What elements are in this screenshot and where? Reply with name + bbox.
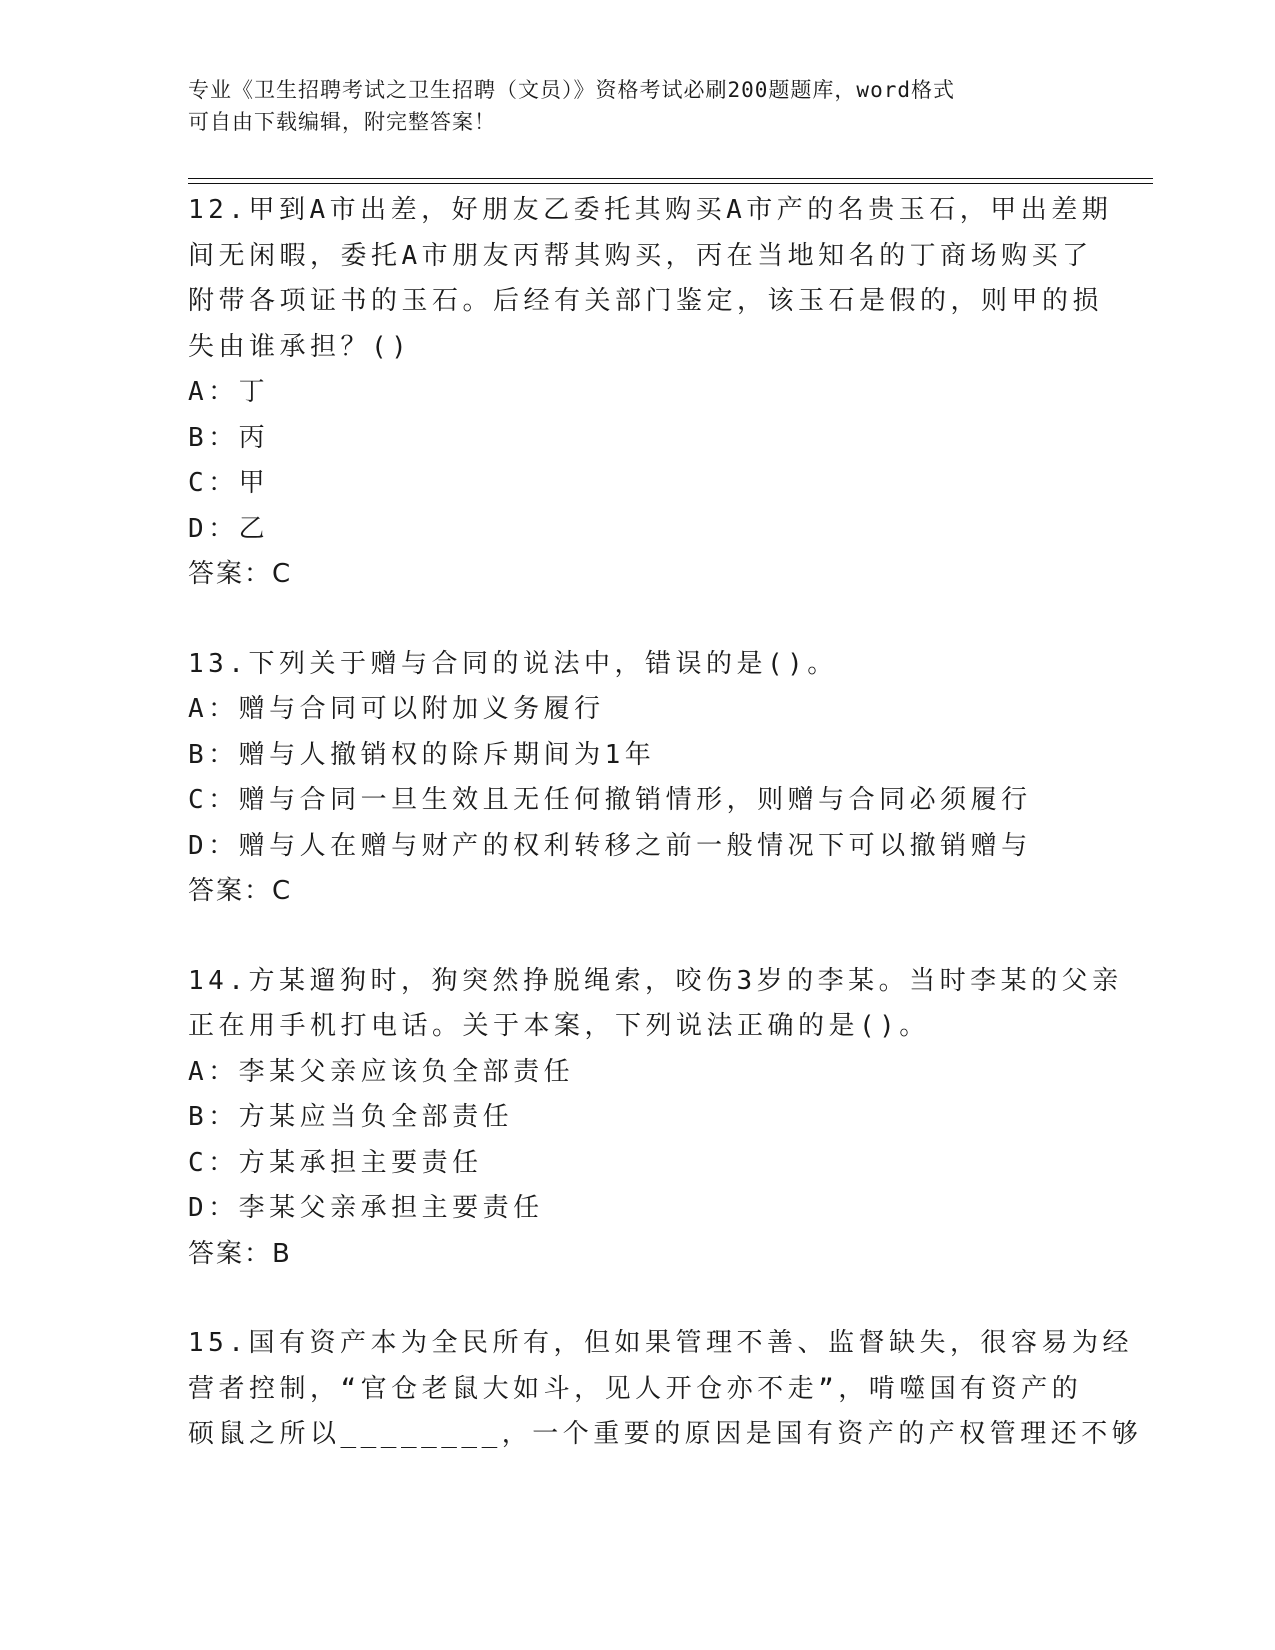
answer: 答案：B: [188, 1238, 292, 1269]
question-line: 间无闲暇，委托A市朋友丙帮其购买，丙在当地知名的丁商场购买了: [188, 240, 1093, 271]
option-a: A：丁: [188, 377, 270, 407]
question-text: [188, 188, 1113, 370]
question-line: 附带各项证书的玉石。后经有关部门鉴定，该玉石是假的，则甲的损: [188, 286, 1104, 316]
spacer: [188, 1277, 1108, 1321]
question-list: [188, 188, 1143, 1458]
option-c: C：方某承担主要责任: [188, 1147, 483, 1178]
option-d: D：赠与人在赠与财产的权利转移之前一般情况下可以撤销赠与: [188, 830, 1032, 861]
option-d: D：李某父亲承担主要责任: [188, 1193, 544, 1223]
header-divider: [188, 178, 1153, 179]
question-item: [188, 188, 1113, 598]
header-line: 可自由下载编辑，附完整答案！: [188, 110, 496, 134]
question-text: [188, 1321, 1143, 1458]
option-a: A：赠与合同可以附加义务履行: [188, 694, 605, 724]
question-item: [188, 642, 1108, 915]
question-line: 13.下列关于赠与合同的说法中，错误的是()。: [188, 648, 838, 679]
option-d: D：乙: [188, 513, 270, 544]
question-item: [188, 959, 1123, 1278]
answer: 答案：C: [188, 559, 293, 589]
option-a: A：李某父亲应该负全部责任: [188, 1056, 575, 1087]
header-line: 专业《卫生招聘考试之卫生招聘（文员）》资格考试必刷200题题库，word格式: [188, 78, 955, 102]
question-item: [188, 1321, 1143, 1458]
question-line: 营者控制，“官仓老鼠大如斗，见人开仓亦不走”，啃噬国有资产的: [188, 1373, 1083, 1404]
question-text: [188, 959, 1123, 1050]
option-c: C：赠与合同一旦生效且无任何撤销情形，则赠与合同必须履行: [188, 785, 1032, 815]
question-line: 15.国有资产本为全民所有，但如果管理不善、监督缺失，很容易为经: [188, 1328, 1133, 1358]
question-line: 14.方某遛狗时，狗突然挣脱绳索，咬伤3岁的李某。当时李某的父亲: [188, 965, 1123, 996]
option-b: B：丙: [188, 422, 270, 453]
option-c: C：甲: [188, 468, 270, 498]
question-line: 正在用手机打电话。关于本案，下列说法正确的是()。: [188, 1011, 930, 1041]
spacer: [188, 598, 1108, 642]
spacer: [188, 915, 1108, 959]
question-line: 硕鼠之所以________，一个重要的原因是国有资产的产权管理还不够: [188, 1419, 1143, 1449]
header-divider: [188, 183, 1153, 184]
question-text: [188, 642, 1108, 688]
document-header: [188, 74, 1088, 138]
answer: 答案：C: [188, 876, 293, 906]
option-b: B：方某应当负全部责任: [188, 1102, 514, 1132]
question-line: 失由谁承担？(): [188, 331, 412, 362]
option-b: B：赠与人撤销权的除斥期间为1年: [188, 739, 656, 770]
question-line: 12.甲到A市出差，好朋友乙委托其购买A市产的名贵玉石，甲出差期: [188, 195, 1113, 225]
